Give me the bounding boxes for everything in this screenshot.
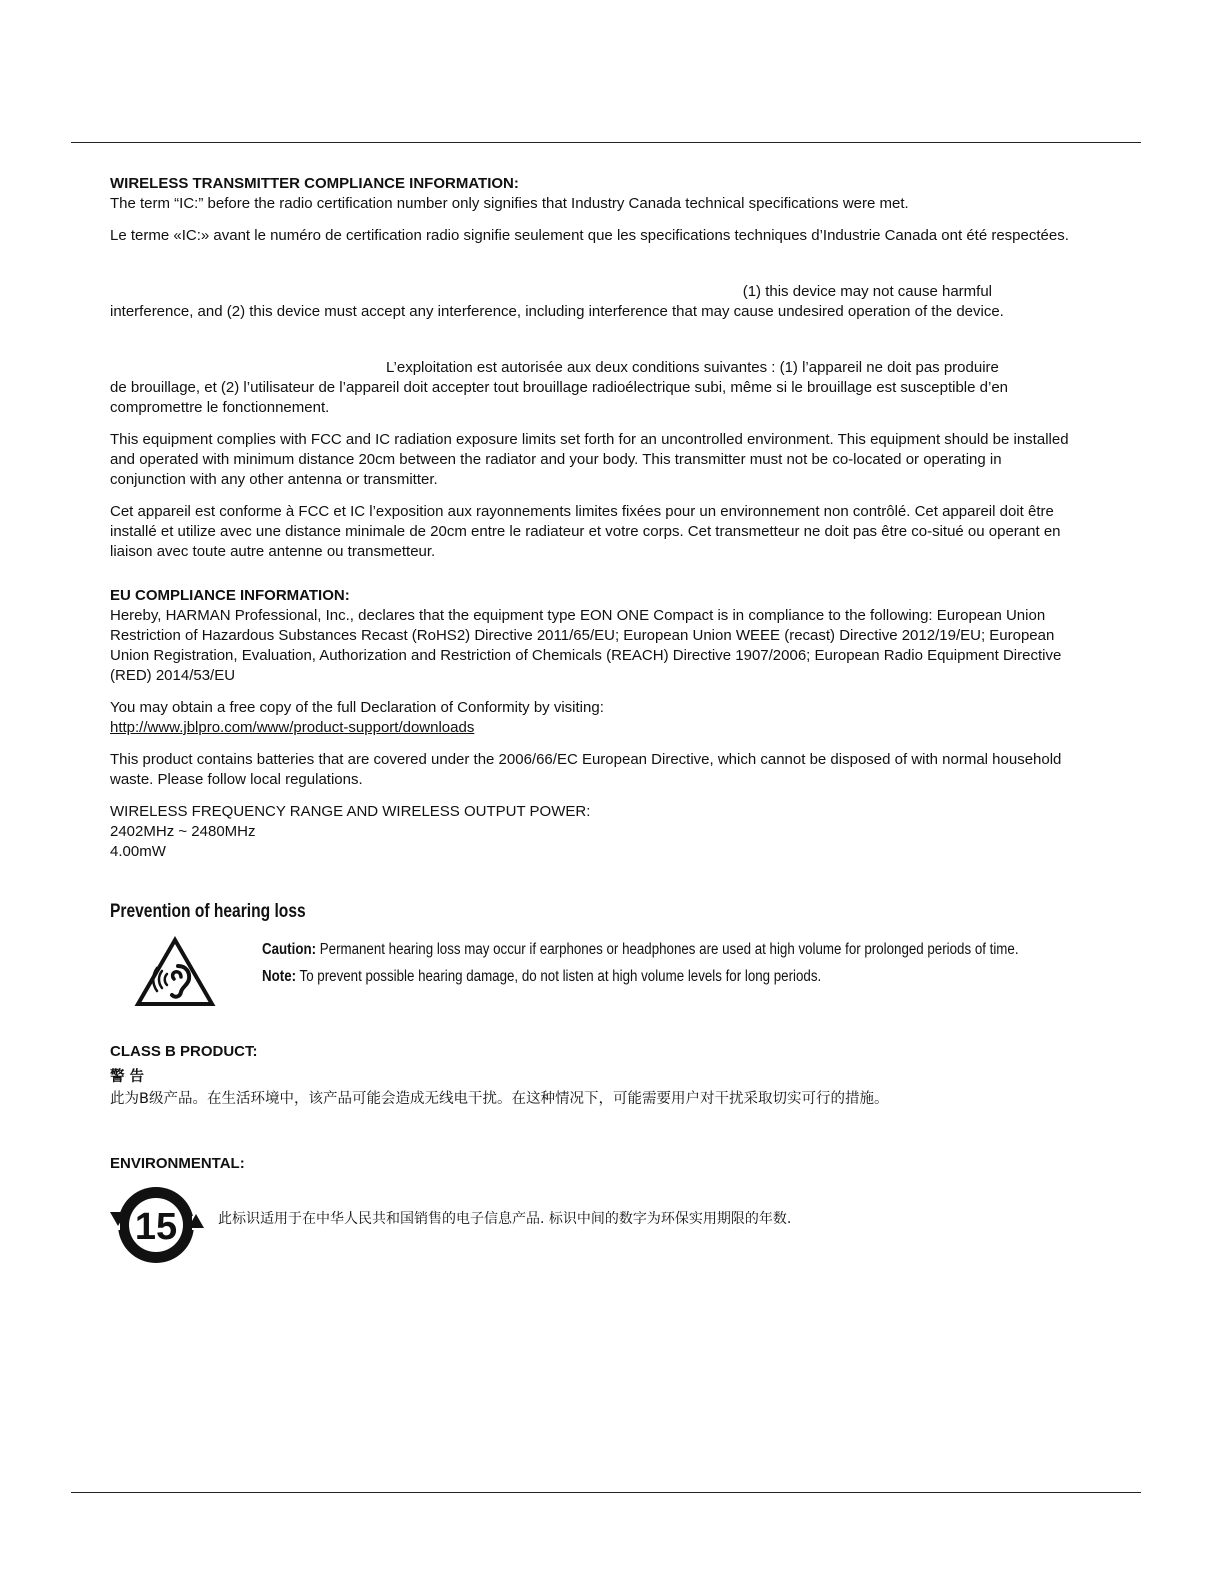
- eu-section-title: EU COMPLIANCE INFORMATION:: [110, 587, 350, 604]
- bottom-rule: [71, 1492, 1141, 1493]
- batteries-paragraph: This product contains batteries that are covered under the 2006/66/EC European Directive, which cannot be disposed of with normal household waste. Please follow local regulations.: [110, 751, 1062, 788]
- ic-french-paragraph: Le terme «IC:» avant le numéro de certification radio signifie seulement que les specifications techniques d’Industrie Canada ont été respectées.: [110, 227, 1069, 244]
- downloads-link[interactable]: http://www.jblpro.com/www/product-support/downloads: [110, 719, 475, 736]
- ic-english-paragraph: The term “IC:” before the radio certification number only signifies that Industry Canada technical specifications were met.: [110, 195, 909, 212]
- hearing-section-title: Prevention of hearing loss: [110, 901, 306, 922]
- doc-obtain-text: You may obtain a free copy of the full Declaration of Conformity by visiting:: [110, 699, 604, 716]
- conditions-english-line1: (1) this device may not cause harmful: [742, 283, 992, 300]
- efup-15-icon: [108, 1182, 208, 1268]
- caution-label: Caution:: [262, 941, 317, 958]
- conditions-french-rest: de brouillage, et (2) l’utilisateur de l’appareil doit accepter tout brouillage radioélectrique subi, même si le brouillage est susceptible d’en compromettre le fonctionnement.: [110, 379, 1009, 416]
- environmental-section-title: ENVIRONMENTAL:: [110, 1155, 245, 1172]
- class-b-warning-heading: 警 告: [110, 1069, 145, 1085]
- exposure-english-paragraph: This equipment complies with FCC and IC radiation exposure limits set forth for an uncontrolled environment. This equipment should be installed and operated with minimum distance 20cm between the radiator and your body. This transmitter must not be co-located or operating in conjunction with any other antenna or transmitter.: [110, 431, 1069, 488]
- note-label: Note:: [262, 968, 297, 985]
- environmental-block: [110, 1182, 1080, 1272]
- hearing-warning-block: [110, 932, 1080, 1028]
- conditions-french-line1: L’exploitation est autorisée aux deux conditions suivantes : (1) l’appareil ne doit pas produire: [386, 359, 999, 376]
- wireless-section-title: WIRELESS TRANSMITTER COMPLIANCE INFORMATION:: [110, 175, 519, 192]
- frequency-range: 2402MHz ~ 2480MHz: [110, 823, 256, 840]
- environmental-text: 此标识适用于在中华人民共和国销售的电子信息产品. 标识中间的数字为环保实用期限的年数.: [218, 1211, 792, 1227]
- frequency-title: WIRELESS FREQUENCY RANGE AND WIRELESS OUTPUT POWER:: [110, 803, 591, 820]
- conditions-english-line2: interference, and (2) this device must accept any interference, including interference that may cause undesired operation of the device.: [110, 303, 1004, 320]
- top-rule: [71, 142, 1141, 143]
- note-line: [262, 963, 1019, 990]
- caution-text: Permanent hearing loss may occur if earphones or headphones are used at high volume for prolonged periods of time.: [316, 941, 1019, 958]
- document-body: [110, 174, 1080, 1272]
- caution-line: [262, 936, 1019, 963]
- efup-number: 15: [134, 1206, 178, 1248]
- note-text: To prevent possible hearing damage, do not listen at high volume levels for long periods.: [296, 968, 822, 985]
- output-power: 4.00mW: [110, 843, 166, 860]
- exposure-french-paragraph: Cet appareil est conforme à FCC et IC l’exposition aux rayonnements limites fixées pour un environnement non contrôlé. Cet appareil doit être installé et utilize avec une distance minimale de 20cm entre le radiateur et votre corps. Cet transmetteur ne doit pas être co-situé ou operant en liaison avec toute autre antenne ou transmetteur.: [110, 503, 1061, 560]
- class-b-section-title: CLASS B PRODUCT:: [110, 1043, 258, 1060]
- class-b-text: 此为B级产品。在生活环境中，该产品可能会造成无线电干扰。在这种情况下，可能需要用户对干扰采取切实可行的措施。: [110, 1091, 889, 1107]
- hearing-warning-icon: [134, 936, 216, 1008]
- eu-declaration-paragraph: Hereby, HARMAN Professional, Inc., declares that the equipment type EON ONE Compact is in compliance to the following: European Union Restriction of Hazardous Substances Recast (RoHS2) Directive 2011/65/EU; European Union WEEE (recast) Directive 2012/19/EU; European Union Registration, Evaluation, Authorization and Restriction of Chemicals (REACH) Directive 1907/2006; European Radio Equipment Directive (RED) 2014/53/EU: [110, 607, 1062, 684]
